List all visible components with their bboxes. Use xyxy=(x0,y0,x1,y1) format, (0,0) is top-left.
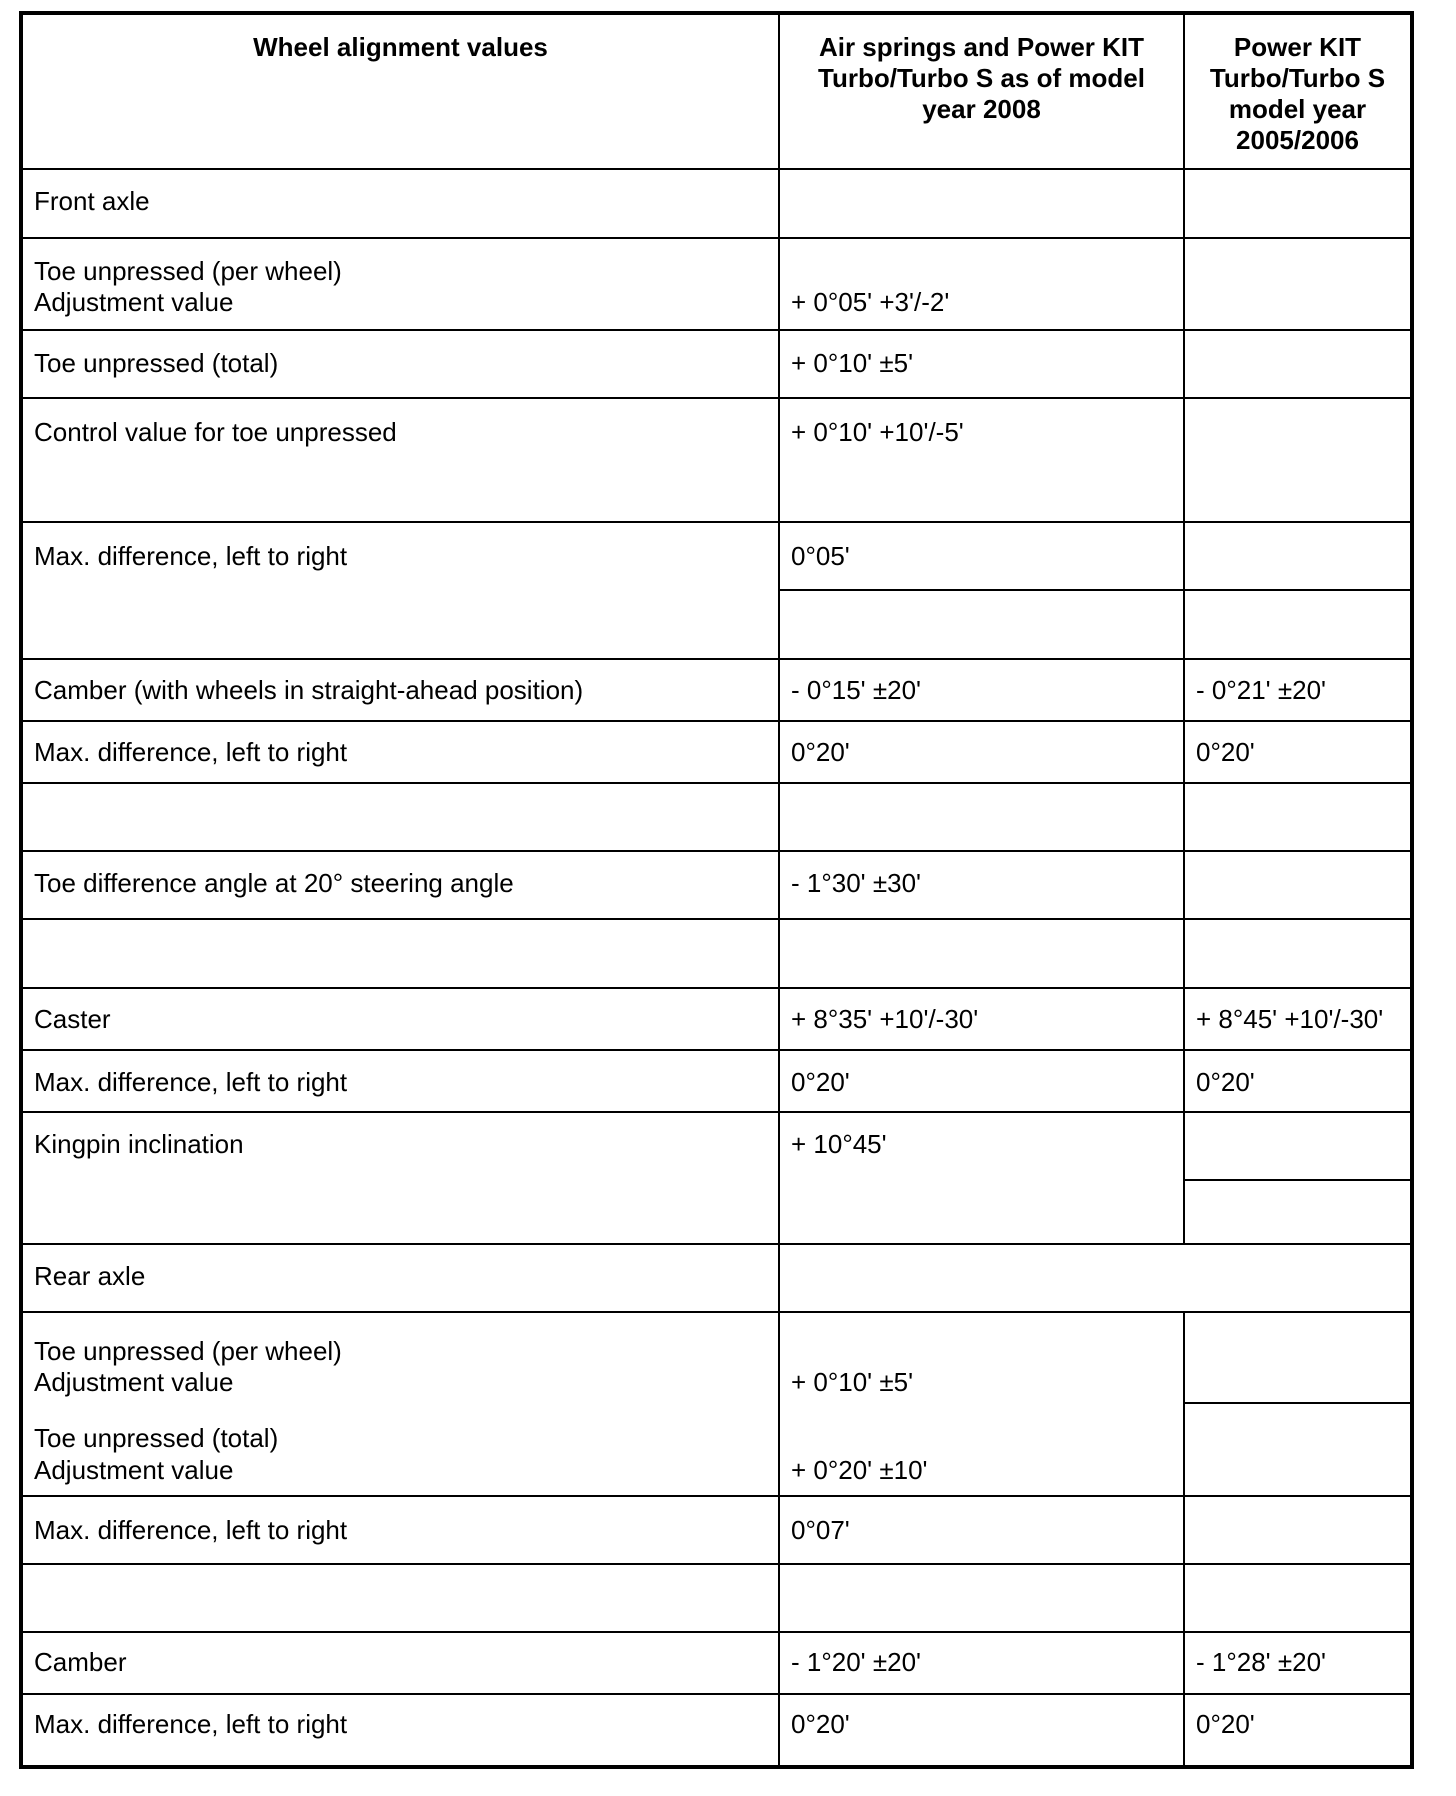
cell-rule xyxy=(778,589,1410,591)
column-divider-1 xyxy=(778,15,780,1765)
row-rule xyxy=(23,397,1410,399)
header-air-springs-2008: Air springs and Power KIT Turbo/Turbo S as of model year 2008 xyxy=(818,32,1145,124)
header-power-kit-2005-2006: Power KIT Turbo/Turbo S model year 2005/2006 xyxy=(1209,32,1386,155)
label-max-difference: Max. difference, left to right xyxy=(34,541,348,571)
value-rear-camber-max-difference-2005: 0°20' xyxy=(1196,1709,1255,1739)
value-kingpin-inclination-2008: + 10°45' xyxy=(791,1129,887,1159)
label-rear-total-adjustment-value: Adjustment value xyxy=(34,1455,234,1485)
row-rule xyxy=(23,329,1410,331)
column-divider-2-upper xyxy=(1183,15,1185,1243)
row-rule xyxy=(23,168,1410,170)
label-toe-per-wheel: Toe unpressed (per wheel) xyxy=(34,256,342,286)
value-rear-camber-2008: - 1°20' ±20' xyxy=(791,1647,921,1677)
label-camber-max-difference: Max. difference, left to right xyxy=(34,737,348,767)
row-rule xyxy=(23,1111,1410,1113)
label-control-value-toe: Control value for toe unpressed xyxy=(34,417,397,447)
label-caster: Caster xyxy=(34,1004,111,1034)
row-rule xyxy=(23,987,1410,989)
section-title-front-axle: Front axle xyxy=(34,186,150,216)
row-rule xyxy=(23,521,1410,523)
value-rear-toe-total-2008: + 0°20' ±10' xyxy=(791,1455,928,1485)
label-rear-camber-max-difference: Max. difference, left to right xyxy=(34,1709,348,1739)
value-camber-front-2008: - 0°15' ±20' xyxy=(791,675,921,705)
value-rear-max-difference-2008: 0°07' xyxy=(791,1515,850,1545)
row-rule xyxy=(23,658,1410,660)
row-rule xyxy=(23,1311,1410,1313)
value-caster-2008: + 8°35' +10'/-30' xyxy=(791,1004,979,1034)
label-rear-max-difference: Max. difference, left to right xyxy=(34,1515,348,1545)
section-title-rear-axle: Rear axle xyxy=(34,1261,146,1291)
label-adjustment-value: Adjustment value xyxy=(34,287,234,317)
label-rear-toe-per-wheel: Toe unpressed (per wheel) xyxy=(34,1336,342,1366)
row-rule xyxy=(23,782,1410,784)
value-max-difference-2008: 0°05' xyxy=(791,541,850,571)
row-rule xyxy=(23,850,1410,852)
wheel-alignment-table xyxy=(19,11,1414,1769)
row-rule xyxy=(23,237,1410,239)
row-rule xyxy=(23,1693,1410,1695)
row-rule xyxy=(23,1631,1410,1633)
value-rear-camber-2005: - 1°28' ±20' xyxy=(1196,1647,1326,1677)
value-control-toe-2008: + 0°10' +10'/-5' xyxy=(791,417,964,447)
label-camber-front: Camber (with wheels in straight-ahead position) xyxy=(34,675,584,705)
label-toe-difference-angle: Toe difference angle at 20° steering angle xyxy=(34,868,514,898)
cell-rule xyxy=(1183,1402,1410,1404)
value-toe-difference-angle-2008: - 1°30' ±30' xyxy=(791,868,921,898)
label-kingpin-inclination: Kingpin inclination xyxy=(34,1129,244,1159)
label-caster-max-difference: Max. difference, left to right xyxy=(34,1067,348,1097)
value-caster-max-difference-2008: 0°20' xyxy=(791,1067,850,1097)
column-divider-2-lower xyxy=(1183,1311,1185,1765)
value-rear-toe-per-wheel-2008: + 0°10' ±5' xyxy=(791,1367,914,1397)
value-camber-front-2005: - 0°21' ±20' xyxy=(1196,675,1326,705)
row-rule xyxy=(23,1049,1410,1051)
row-rule xyxy=(23,1563,1410,1565)
value-camber-max-difference-2008: 0°20' xyxy=(791,737,850,767)
label-toe-total: Toe unpressed (total) xyxy=(34,348,279,378)
cell-rule xyxy=(1183,1179,1410,1181)
value-camber-max-difference-2005: 0°20' xyxy=(1196,737,1255,767)
row-rule xyxy=(23,1243,1410,1245)
label-rear-camber: Camber xyxy=(34,1647,127,1677)
value-toe-total-2008: + 0°10' ±5' xyxy=(791,348,914,378)
label-rear-adjustment-value: Adjustment value xyxy=(34,1367,234,1397)
row-rule xyxy=(23,720,1410,722)
header-wheel-alignment-values: Wheel alignment values xyxy=(253,32,548,62)
value-rear-camber-max-difference-2008: 0°20' xyxy=(791,1709,850,1739)
value-caster-max-difference-2005: 0°20' xyxy=(1196,1067,1255,1097)
value-caster-2005: + 8°45' +10'/-30' xyxy=(1196,1004,1384,1034)
label-rear-toe-total: Toe unpressed (total) xyxy=(34,1423,279,1453)
value-toe-per-wheel-2008: + 0°05' +3'/-2' xyxy=(791,287,950,317)
row-rule xyxy=(23,918,1410,920)
row-rule xyxy=(23,1495,1410,1497)
